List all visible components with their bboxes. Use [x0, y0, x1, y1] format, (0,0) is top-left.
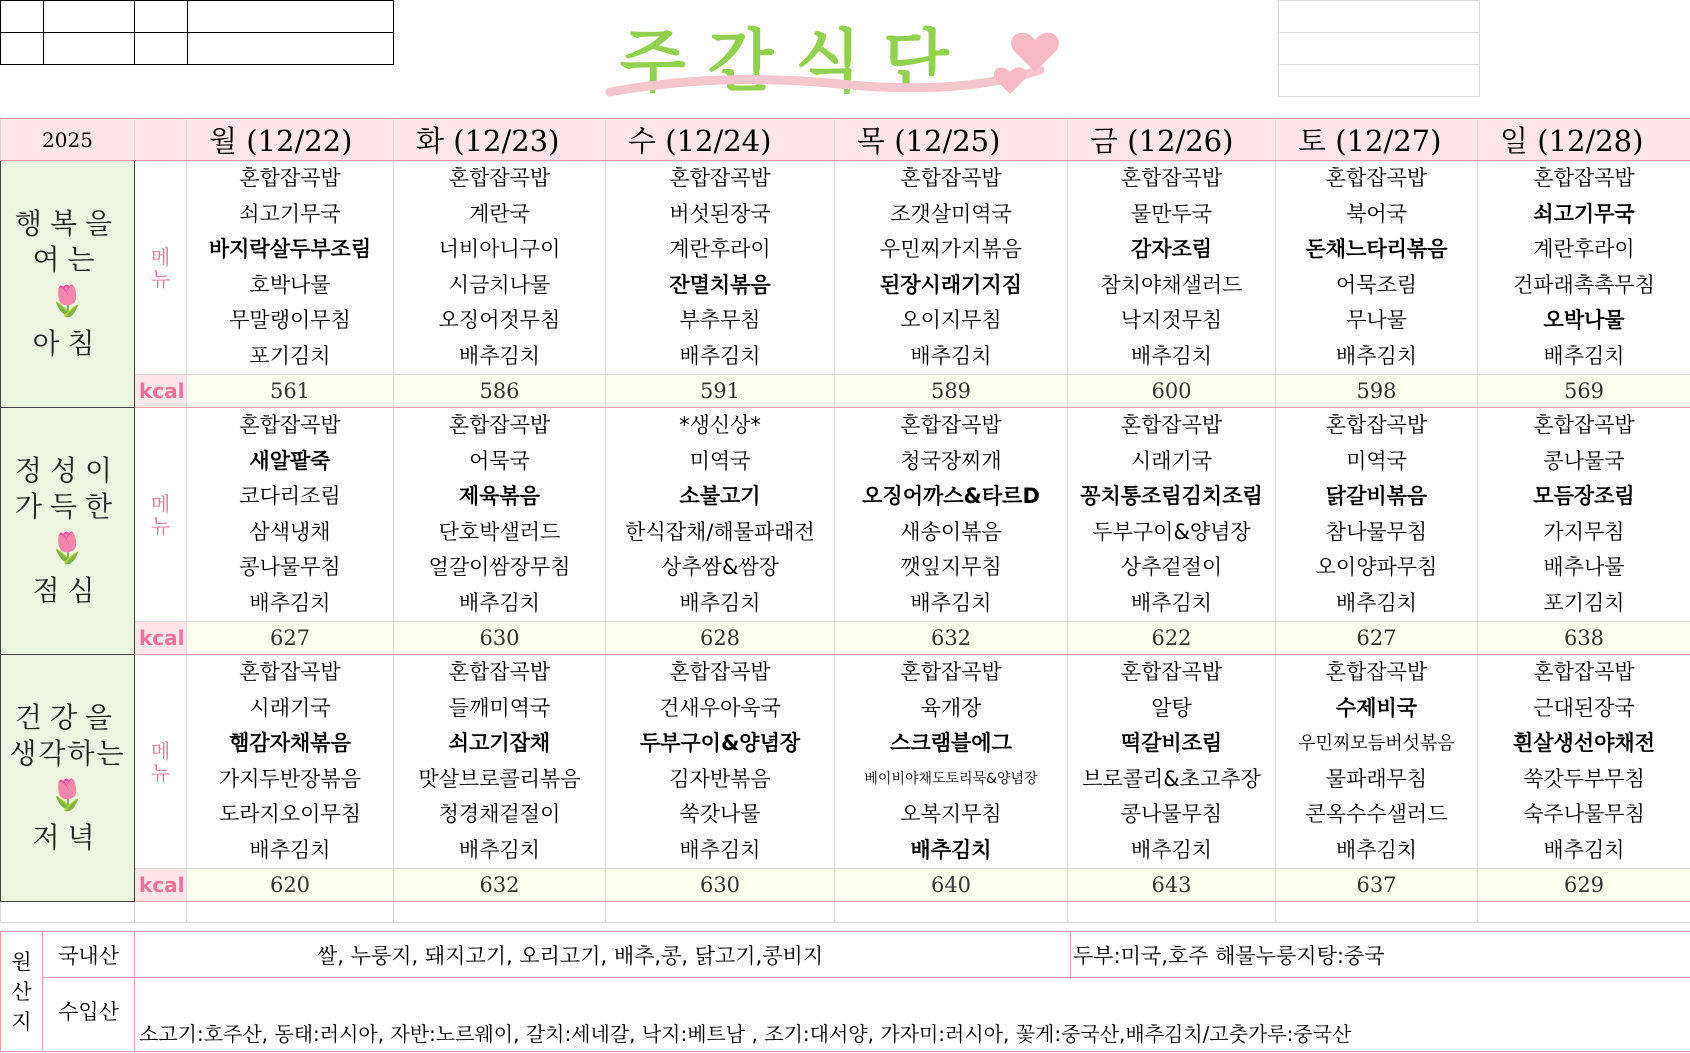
origin-label: 원 산 지: [1, 932, 43, 1052]
kcal-value: 589: [835, 375, 1068, 408]
dinner-row: [1, 655, 1690, 869]
menu-cell: 혼합잡곡밥 육개장 스크램블에그 베이비야채도토리묵&양념장 오복지무침 배추김치: [835, 655, 1068, 869]
kcal-value: 640: [835, 869, 1068, 902]
kcal-label: kcal: [135, 375, 187, 408]
menu-tag: 메뉴: [135, 408, 187, 622]
header-row: [1, 119, 1690, 161]
kcal-value: 629: [1478, 869, 1690, 902]
imported-origin: 소고기:호주산, 동태:러시아, 자반:노르웨이, 갈치:세네갈, 낙지:베트남 , 조기:대서양, 가자미:러시아, 꽃게:중국산,배추김치/고춧가루:중국산: [135, 978, 1690, 1052]
menu-cell: 혼합잡곡밥 물만두국 감자조림 참치야채샐러드 낙지젓무침 배추김치: [1068, 161, 1276, 375]
lunch-row: [1, 408, 1690, 622]
kcal-value: 630: [394, 622, 606, 655]
tulip-icon: 🌷: [48, 778, 87, 813]
kcal-value: 561: [187, 375, 394, 408]
menu-cell: 혼합잡곡밥 쇠고기무국 바지락살두부조림 호박나물 무말랭이무침 포기김치: [187, 161, 394, 375]
top-right-grid: [1278, 0, 1480, 97]
kcal-value: 632: [835, 622, 1068, 655]
domestic-label: 국내산: [43, 932, 135, 978]
lunch-label: 정성이 가득한 🌷 점심: [1, 408, 135, 655]
menu-cell: 혼합잡곡밥 미역국 닭갈비볶음 참나물무침 오이양파무침 배추김치: [1276, 408, 1478, 622]
kcal-value: 632: [394, 869, 606, 902]
breakfast-kcal-row: [1, 375, 1690, 408]
day-header: 목 (12/25): [835, 119, 1068, 161]
kcal-value: 586: [394, 375, 606, 408]
menu-cell: 혼합잡곡밥 시래기국 꽁치통조림김치조림 두부구이&양념장 상추겉절이 배추김치: [1068, 408, 1276, 622]
kcal-value: 627: [187, 622, 394, 655]
day-header: 월 (12/22): [187, 119, 394, 161]
title-decoration-icon: [600, 10, 1080, 110]
tulip-icon: 🌷: [48, 284, 87, 319]
weekly-menu-table: [0, 118, 1690, 923]
menu-cell: 혼합잡곡밥 건새우아욱국 두부구이&양념장 김자반볶음 쑥갓나물 배추김치: [606, 655, 835, 869]
kcal-value: 630: [606, 869, 835, 902]
menu-cell: 혼합잡곡밥 계란국 너비아니구이 시금치나물 오징어젓무침 배추김치: [394, 161, 606, 375]
domestic-origin: 쌀, 누룽지, 돼지고기, 오리고기, 배추,콩, 닭고기,콩비지: [135, 932, 1071, 978]
spacer-row: [1, 902, 1690, 923]
menu-cell: 혼합잡곡밥 어묵국 제육볶음 단호박샐러드 얼갈이쌈장무침 배추김치: [394, 408, 606, 622]
menu-cell: 혼합잡곡밥 시래기국 햄감자채볶음 가지두반장볶음 도라지오이무침 배추김치: [187, 655, 394, 869]
menu-cell: 혼합잡곡밥 조갯살미역국 우민찌가지볶음 된장시래기지짐 오이지무침 배추김치: [835, 161, 1068, 375]
menu-cell: 혼합잡곡밥 북어국 돈채느타리볶음 어묵조림 무나물 배추김치: [1276, 161, 1478, 375]
menu-cell: 혼합잡곡밥 들깨미역국 쇠고기잡채 맛살브로콜리볶음 청경채겉절이 배추김치: [394, 655, 606, 869]
kcal-label: kcal: [135, 622, 187, 655]
menu-tag: 메뉴: [135, 655, 187, 869]
kcal-value: 569: [1478, 375, 1690, 408]
day-header: 일 (12/28): [1478, 119, 1690, 161]
menu-cell: 혼합잡곡밥 콩나물국 모듬장조림 가지무침 배추나물 포기김치: [1478, 408, 1690, 622]
kcal-value: 637: [1276, 869, 1478, 902]
day-header: 화 (12/23): [394, 119, 606, 161]
kcal-value: 622: [1068, 622, 1276, 655]
dinner-kcal-row: [1, 869, 1690, 902]
kcal-value: 638: [1478, 622, 1690, 655]
day-header: 금 (12/26): [1068, 119, 1276, 161]
menu-cell: 혼합잡곡밥 알탕 떡갈비조림 브로콜리&초고추장 콩나물무침 배추김치: [1068, 655, 1276, 869]
imported-label: 수입산: [43, 978, 135, 1052]
kcal-value: 598: [1276, 375, 1478, 408]
day-header: 토 (12/27): [1276, 119, 1478, 161]
kcal-value: 620: [187, 869, 394, 902]
origin-table: [0, 931, 1690, 1052]
menu-cell: 혼합잡곡밥 새알팥죽 코다리조림 삼색냉채 콩나물무침 배추김치: [187, 408, 394, 622]
menu-cell: 혼합잡곡밥 근대된장국 흰살생선야채전 쑥갓두부무침 숙주나물무침 배추김치: [1478, 655, 1690, 869]
top-left-grid: [0, 0, 394, 65]
dinner-label: 건강을 생각하는 🌷 저녁: [1, 655, 135, 902]
day-header: 수 (12/24): [606, 119, 835, 161]
breakfast-row: [1, 161, 1690, 375]
kcal-value: 627: [1276, 622, 1478, 655]
kcal-value: 591: [606, 375, 835, 408]
breakfast-label: 행복을 여는 🌷 아침: [1, 161, 135, 408]
menu-tag: 메뉴: [135, 161, 187, 375]
menu-cell: *생신상* 미역국 소불고기 한식잡채/해물파래전 상추쌈&쌈장 배추김치: [606, 408, 835, 622]
kcal-value: 628: [606, 622, 835, 655]
menu-cell: 혼합잡곡밥 쇠고기무국 계란후라이 건파래촉촉무침 오박나물 배추김치: [1478, 161, 1690, 375]
menu-cell: 혼합잡곡밥 청국장찌개 오징어까스&타르D 새송이볶음 깻잎지무침 배추김치: [835, 408, 1068, 622]
domestic-origin-extra: 두부:미국,호주 해물누룽지탕:중국: [1071, 932, 1690, 978]
lunch-kcal-row: [1, 622, 1690, 655]
year-label: 2025: [1, 119, 135, 161]
tulip-icon: 🌷: [48, 531, 87, 566]
kcal-value: 600: [1068, 375, 1276, 408]
kcal-value: 643: [1068, 869, 1276, 902]
kcal-label: kcal: [135, 869, 187, 902]
menu-cell: 혼합잡곡밥 버섯된장국 계란후라이 잔멸치볶음 부추무침 배추김치: [606, 161, 835, 375]
menu-cell: 혼합잡곡밥 수제비국 우민찌모듬버섯볶음 물파래무침 콘옥수수샐러드 배추김치: [1276, 655, 1478, 869]
page-title: 주간식단: [620, 23, 971, 102]
